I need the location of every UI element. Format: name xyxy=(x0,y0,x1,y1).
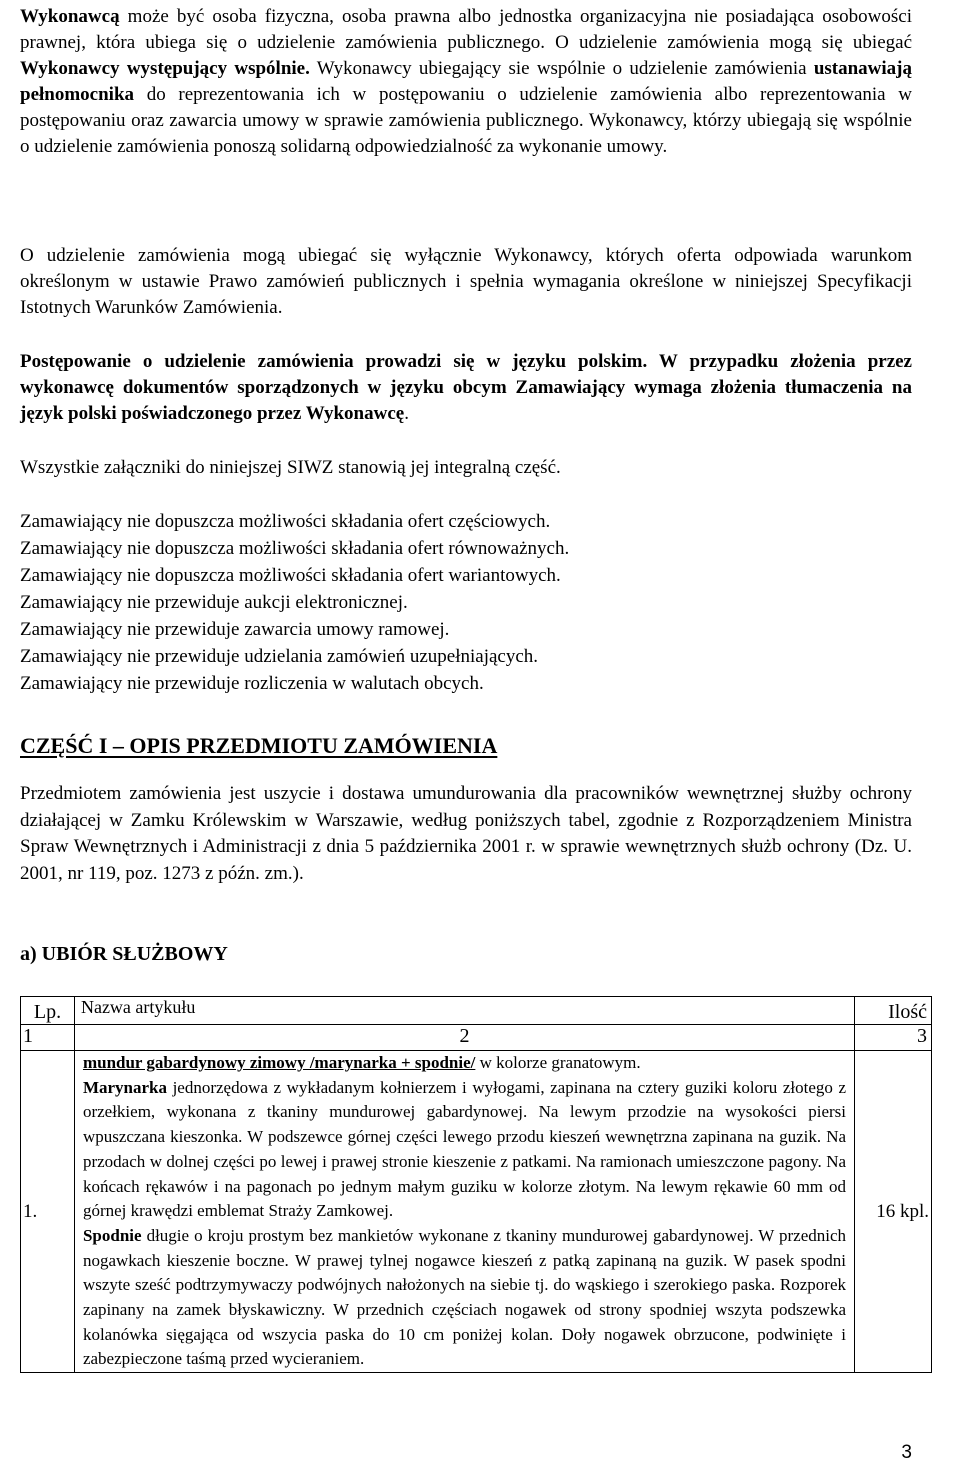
list-item: Zamawiający nie przewiduje udzielania zamówień uzupełniających. xyxy=(20,646,539,667)
bold-text: Postępowanie o udzielenie zamówienia prowadzi się w języku polskim. W przypadku złożenia przez wykonawcę dokumentów sporządzonych w języku obcym Zamawiający wymaga złożenia tłumaczenia na język polski poświadczonego przez Wykonawcę xyxy=(20,351,912,424)
header-lp: Lp. xyxy=(21,997,75,1025)
text: Wykonawcy, którzy ubiegają się wspólnie o udzielenie zamówienia ponoszą solidarną odpowiedzialność za wykonanie umowy. xyxy=(20,110,912,157)
paragraph-attachments xyxy=(20,455,912,481)
section-heading: CZĘŚĆ I – OPIS PRZEDMIOTU ZAMÓWIENIA xyxy=(20,733,498,758)
bold-term: Wykonawcą xyxy=(20,6,120,27)
text: jednorzędowa z wykładanym kołnierzem i wyłogami, zapinana na cztery guziki koloru złotego z orzełkiem, wykonana z tkaniny mundurowej gabardynowej. Na lewym przodzie na wysokości piersi wpuszczana kieszonka. W podszewce górnej części lewego przodu kieszeń wewnętrzna zapinana na guzik. Na przodach w dolnej części po lewej i prawej stronie kieszenie z patkami. Na ramionach umieszczone pagony. Na końcach rękawów i na pagonach po jednym małym guziku w kolorze złotym. Na lewym rękawie 60 mm od górnej krawędzi emblemat Straży Zamkowej. xyxy=(82,1077,847,1221)
text: do reprezentowania ich w postępowaniu o udzielenie zamówienia albo reprezentowania w postępowaniu oraz zawarcia umowy w sprawie zamówienia publicznego. xyxy=(20,84,912,131)
row-lp: 1. xyxy=(21,1051,75,1373)
text: może być osoba fizyczna, osoba prawna albo jednostka organizacyjna nie posiadająca osobowości prawnej, która ubiega się o udzielenie zamówienia publicznego. xyxy=(20,6,912,53)
table-header-row xyxy=(21,997,932,1025)
subsection-heading: a) UBIÓR SŁUŻBOWY xyxy=(20,943,228,965)
list-item: Zamawiający nie przewiduje aukcji elektronicznej. xyxy=(20,592,408,613)
text: Wykonawcy ubiegający sie wspólnie o udzielenie zamówienia xyxy=(309,58,814,79)
list-item: Zamawiający nie przewiduje zawarcia umowy ramowej. xyxy=(20,619,450,640)
table-number-row xyxy=(21,1025,932,1051)
col-number: 1 xyxy=(21,1025,75,1051)
paragraph-eligibility xyxy=(20,243,912,321)
col-number: 3 xyxy=(855,1025,932,1051)
text: O udzielenie zamówienia mogą się ubiegać xyxy=(544,32,912,53)
trousers-label: Spodnie xyxy=(82,1225,142,1245)
paragraph-subject xyxy=(20,781,912,887)
statements-list xyxy=(20,508,912,697)
paragraph-contractors xyxy=(20,4,912,160)
text: długie o kroju prostym bez mankietów wykonane z tkaniny mundurowej gabardynowej. W przednich nogawkach kieszenie boczne. W prawej tylnej nogawce kieszeń z patką zapinaną na guzik. W pasek spodni wszyte sześć podtrzymywaczy podwójnych nałożonych na siebie tj. do wąskiego i szerokiego paska. Rozporek zapinany na zamek błyskawiczny. W przednich częściach nogawek od strony spodniej wszyta podszewka kolanówka sięgająca od wszycia paska do 10 cm poniżej kolan. Doły nogawek obrzucone, podwinięte i zabezpieczone taśmą przed wycieraniem. xyxy=(82,1225,847,1369)
table-row xyxy=(21,1051,932,1373)
text: . xyxy=(404,403,409,424)
paragraph-language xyxy=(20,349,912,427)
page-number: 3 xyxy=(901,1442,912,1463)
text: Przedmiotem zamówienia jest uszycie i dostawa umundurowania dla pracowników wewnętrznej służby ochrony działającej w Zamku Królewskim w Warszawie, według poniższych tabel, zgodnie z Rozporządzeniem Ministra Spraw Wewnętrznych i Administracji z dnia 5 października 2001 r. w sprawie wewnętrznych służb ochrony (Dz. U. 2001, nr 119, poz. 1273 z późn. zm.). xyxy=(20,783,912,884)
bold-term: ustanawiają pełnomocnika xyxy=(20,58,912,105)
col-number: 2 xyxy=(74,1025,854,1051)
text: w kolorze granatowym. xyxy=(475,1053,641,1072)
list-item: Zamawiający nie przewiduje rozliczenia w walutach obcych. xyxy=(20,673,484,694)
items-table xyxy=(20,996,932,1373)
list-item: Zamawiający nie dopuszcza możliwości składania ofert częściowych. xyxy=(20,511,551,532)
row-description xyxy=(74,1051,854,1373)
header-qty: Ilość xyxy=(855,997,932,1025)
header-name: Nazwa artykułu xyxy=(74,997,854,1025)
jacket-label: Marynarka xyxy=(82,1077,167,1097)
bold-term: Wykonawcy występujący wspólnie. xyxy=(20,58,310,79)
item-title: mundur gabardynowy zimowy /marynarka + spodnie/ xyxy=(82,1053,476,1072)
list-item: Zamawiający nie dopuszcza możliwości składania ofert wariantowych. xyxy=(20,565,561,586)
list-item: Zamawiający nie dopuszcza możliwości składania ofert równoważnych. xyxy=(20,538,570,559)
text: Wszystkie załączniki do niniejszej SIWZ stanowią jej integralną część. xyxy=(20,457,561,478)
text: O udzielenie zamówienia mogą ubiegać się wyłącznie Wykonawcy, których oferta odpowiada warunkom określonym w ustawie Prawo zamówień publicznych i spełnia wymagania określone w niniejszej Specyfikacji Istotnych Warunków Zamówienia. xyxy=(20,245,912,318)
row-qty: 16 kpl. xyxy=(855,1051,932,1373)
